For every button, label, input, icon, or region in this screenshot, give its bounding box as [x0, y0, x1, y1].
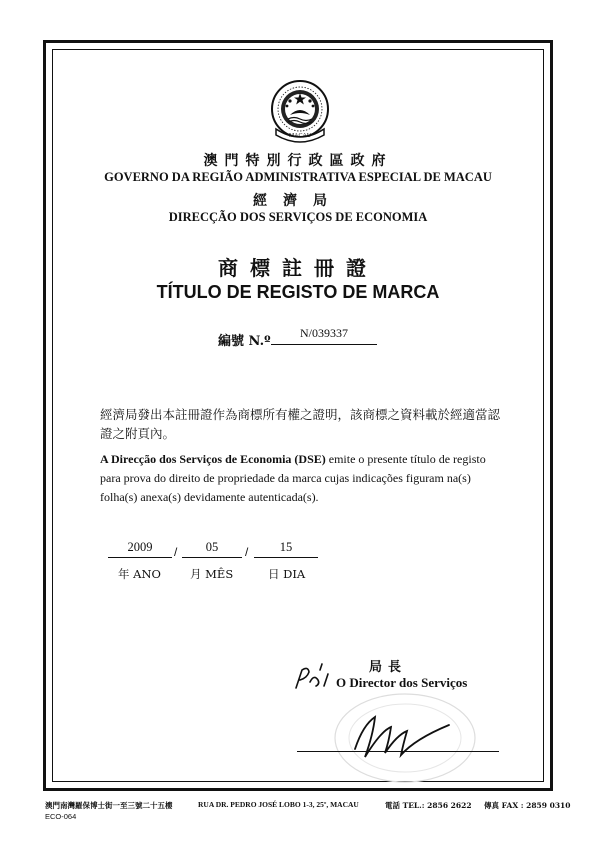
document-title-pt: TÍTULO DE REGISTO DE MARCA	[156, 282, 440, 302]
registration-number-label: 編號 N.º	[218, 334, 271, 349]
date-year: 2009	[127, 540, 153, 554]
department-name-pt: DIRECÇÃO DOS SERVIÇOS DE ECONOMIA	[168, 210, 428, 224]
government-name-pt: GOVERNO DA REGIÃO ADMINISTRATIVA ESPECIAL DE MACAU	[104, 170, 492, 184]
director-title-zh: 局長	[369, 660, 408, 675]
government-name-zh: 澳門特別行政區政府	[203, 153, 393, 169]
footer-address-pt: RUA DR. PEDRO JOSÉ LOBO 1-3, 25º, MACAU	[198, 800, 359, 809]
date-year-label: 年 ANO	[118, 567, 161, 581]
date-separator-1: /	[174, 545, 178, 559]
footer-telephone: 電話 TEL.: 2856 2622	[385, 801, 472, 810]
department-name-zh: 經濟局	[253, 193, 343, 209]
statement-pt-text: emite o presente título de registo para prova do direito de propriedade da marca cujas indicações figuram na(s) folha(s) anexa(s) devidamente autenticada(s).	[100, 452, 486, 504]
date-year-line	[108, 557, 172, 558]
registration-number: N/039337	[300, 326, 348, 340]
date-month-label: 月 MÊS	[190, 567, 234, 581]
footer-address-zh: 澳門南灣羅保博士街一至三號二十五樓	[45, 801, 173, 810]
date-month: 05	[205, 540, 219, 554]
date-day-label: 日 DIA	[268, 567, 306, 581]
initial-signature	[292, 660, 336, 694]
director-title-pt: O Director dos Serviços	[336, 675, 468, 690]
document-title-zh: 商標註冊證	[218, 256, 378, 280]
date-separator-2: /	[245, 545, 249, 559]
emblem-caption: MACAU	[288, 133, 312, 139]
macau-emblem	[264, 79, 336, 145]
date-day: 15	[279, 540, 293, 554]
statement-pt-issuer: A Direcção dos Serviços de Economia (DSE)	[100, 452, 326, 466]
statement-pt	[100, 450, 500, 507]
director-signature	[345, 705, 455, 767]
date-day-line	[254, 557, 318, 558]
form-code: ECO-064	[45, 812, 77, 821]
registration-number-line	[271, 344, 377, 345]
footer-fax: 傳真 FAX : 2859 0310	[484, 801, 571, 810]
date-month-line	[182, 557, 242, 558]
statement-zh: 經濟局發出本註冊證作為商標所有權之證明，該商標之資料載於經適當認證之附頁內。	[100, 407, 501, 441]
signature-line	[297, 751, 499, 752]
